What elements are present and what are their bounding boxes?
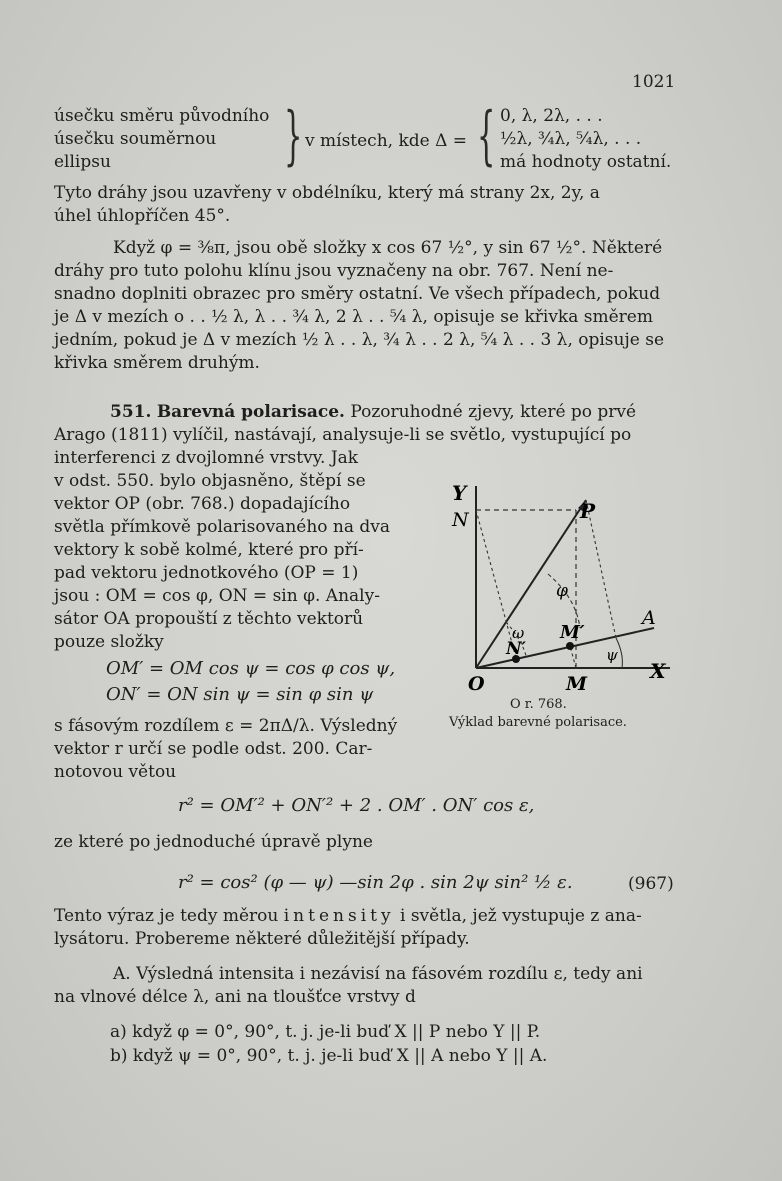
para2-line-5: jedním, pokud je Δ v mezích ½ λ . . λ, ¾ λ . . 2 λ, ⁵⁄₄ λ . . 3 λ, opisuje se	[54, 330, 664, 350]
section-number: 551.	[110, 402, 152, 422]
section-narrow-4: vektory k sobě kolmé, které pro pří-	[54, 540, 364, 560]
label-psi: ψ	[606, 646, 618, 664]
after-eq-line-3: notovou větou	[54, 762, 177, 782]
para3-line-2: lysátoru. Probereme některé důležitější případy.	[54, 929, 470, 949]
para2-line-6: křivka směrem druhým.	[54, 353, 260, 373]
top-left-line-3: ellipsu	[54, 152, 111, 172]
top-left-line-1: úsečku směru původního	[54, 106, 270, 126]
label-omega: ω	[512, 624, 525, 642]
section-first-line-rest: Pozoruhodné zjevy, které po prvé	[350, 402, 637, 422]
line-after-eq3: ze které po jednoduché úpravě plyne	[54, 832, 373, 852]
para2-line-1: Když φ = ⅜π, jsou obě složky x cos 67 ½°, y sin 67 ½°. Některé	[113, 238, 663, 258]
para3-line-1	[54, 906, 642, 926]
equation-3: r² = OM′² + ON′² + 2 . OM′ . ON′ cos ε,	[178, 795, 535, 816]
para3-start: Tento výraz je tedy měrou	[54, 906, 279, 926]
top-value-3: má hodnoty ostatní.	[500, 152, 672, 172]
after-eq-line-1: s fásovým rozdílem ε = 2πΔ/λ. Výsledný	[54, 716, 398, 736]
point-m-prime	[566, 642, 574, 650]
para2-line-3: snadno doplniti obrazec pro směry ostatní. Ve všech případech, pokud	[54, 284, 661, 304]
case-b: b) když ψ = 0°, 90°, t. j. je-li buď X || A nebo Y || A.	[110, 1046, 548, 1066]
equation-4: r² = cos² (φ — ψ) —sin 2φ . sin 2ψ sin² ½ ε.	[178, 872, 573, 893]
figure-768	[430, 478, 690, 698]
figure-caption-line-1: O r. 768.	[510, 697, 567, 712]
section-narrow-7: sátor OA propouští z těchto vektorů	[54, 609, 364, 629]
label-o: O	[468, 673, 485, 695]
para2-line-4: je Δ v mezích o . . ½ λ, λ . . ¾ λ, 2 λ . . ⁵⁄₄ λ, opisuje se křivka směrem	[54, 307, 653, 327]
section-narrow-8: pouze složky	[54, 632, 164, 652]
section-title: Barevná polarisace.	[156, 402, 345, 422]
label-n: N	[452, 509, 469, 531]
label-m: M	[566, 673, 588, 695]
top-left-line-2: úsečku souměrnou	[54, 129, 217, 149]
section-heading-line	[110, 402, 636, 422]
para4-line-1: A. Výsledná intensita i nezávisí na fásovém rozdílu ε, tedy ani	[113, 964, 643, 984]
equation-4-number: (967)	[628, 874, 674, 894]
page-number: 1021	[632, 72, 676, 92]
para3-end: i světla, jež vystupuje z ana-	[399, 906, 642, 926]
section-narrow-1: v odst. 550. bylo objasněno, štěpí se	[54, 471, 366, 491]
label-a: A	[642, 607, 656, 629]
section-narrow-3: světla přímkově polarisovaného na dva	[54, 517, 391, 537]
label-n-prime: N′	[506, 639, 527, 659]
label-y: Y	[452, 481, 467, 505]
top-condition: v místech, kde Δ =	[305, 131, 468, 151]
equation-1: OM′ = OM cos ψ = cos φ cos ψ,	[106, 658, 396, 679]
section-narrow-5: pad vektoru jednotkového (OP = 1)	[54, 563, 359, 583]
para4-line-2: na vlnové délce λ, ani na tloušťce vrstvy d	[54, 987, 416, 1007]
label-p: P	[580, 499, 596, 523]
label-m-prime: M′	[560, 622, 585, 643]
equation-2: ON′ = ON sin ψ = sin φ sin ψ	[106, 684, 374, 705]
section-line-2: Arago (1811) vylíčil, nastávají, analysuje-li se světlo, vystupující po	[54, 425, 632, 445]
label-x: X	[650, 659, 666, 683]
section-narrow-6: jsou : OM = cos φ, ON = sin φ. Analy-	[54, 586, 380, 606]
label-phi: φ	[556, 581, 568, 601]
para3-spaced-word: intensity	[283, 906, 395, 926]
left-brace: {	[477, 99, 496, 173]
right-brace: }	[284, 99, 303, 173]
figure-caption-line-2: Výklad barevné polarisace.	[449, 715, 627, 730]
top-value-2: ½λ, ¾λ, ⁵⁄₄λ, . . .	[500, 129, 642, 149]
after-eq-line-2: vektor r určí se podle odst. 200. Car-	[54, 739, 373, 759]
para2-line-2: dráhy pro tuto polohu klínu jsou vyznačeny na obr. 767. Není ne-	[54, 261, 614, 281]
section-line-3: interferenci z dvojlomné vrstvy. Jak	[54, 448, 359, 468]
section-narrow-2: vektor OP (obr. 768.) dopadajícího	[54, 494, 351, 514]
para1-line-1: Tyto dráhy jsou uzavřeny v obdélníku, který má strany 2x, 2y, a	[54, 183, 600, 203]
case-a: a) když φ = 0°, 90°, t. j. je-li buď X || P nebo Y || P.	[110, 1022, 541, 1042]
top-value-1: 0, λ, 2λ, . . .	[500, 106, 603, 126]
para1-line-2: úhel úhlopříčen 45°.	[54, 206, 231, 226]
